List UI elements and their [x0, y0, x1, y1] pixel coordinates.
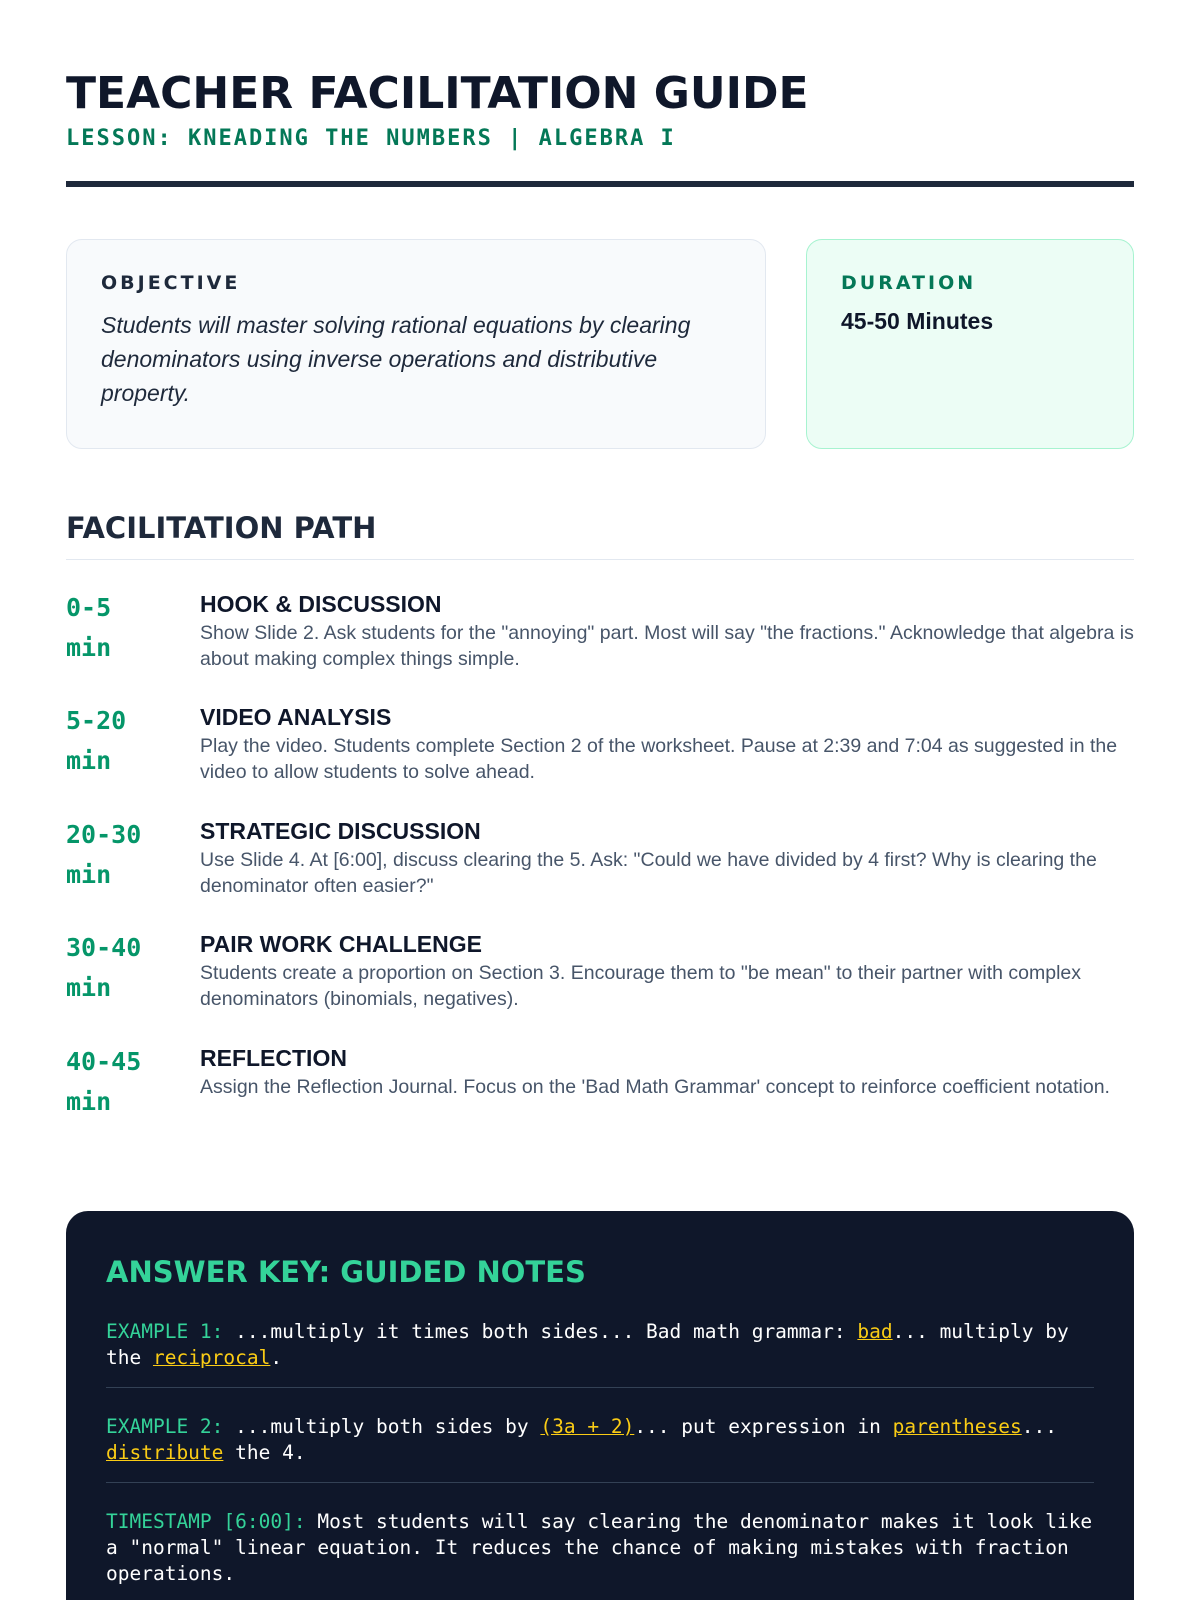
step-time-unit: min: [66, 632, 112, 662]
objective-text: Students will master solving rational equations by clearing denominators using inverse operations and distributive property.: [101, 311, 691, 406]
lesson-subtitle: LESSON: KNEADING THE NUMBERS | ALGEBRA I: [66, 126, 676, 152]
facilitation-timeline: [66, 590, 1134, 1158]
note-text: ...multiply it times both sides... Bad math grammar:: [223, 1320, 858, 1344]
page-title: TEACHER FACILITATION GUIDE: [66, 68, 809, 119]
step-time: [66, 1042, 200, 1122]
step-time: [66, 588, 200, 668]
step-time-range: 30-40: [66, 933, 142, 963]
step-time-range: 0-5: [66, 592, 112, 622]
answer-highlight: parentheses: [892, 1415, 1022, 1439]
step-description: Students create a proportion on Section 3. Encourage them to "be mean" to their partner with complex denominators (binomials, negatives).: [200, 962, 1082, 1011]
objective-card: [66, 239, 766, 449]
step-description: Show Slide 2. Ask students for the "annoying" part. Most will say "the fractions." Acknowledge that algebra is about making complex things simple.: [200, 621, 1134, 670]
step-description: Use Slide 4. At [6:00], discuss clearing the 5. Ask: "Could we have divided by 4 first? Why is clearing the denominator often easier?": [200, 848, 1097, 897]
note-label: EXAMPLE 1:: [106, 1320, 224, 1344]
note-text: ... multiply by the: [106, 1320, 1069, 1370]
answer-key-panel: [66, 1211, 1134, 1600]
step-time: [66, 815, 200, 895]
duration-card: [806, 239, 1134, 449]
header-divider: [66, 181, 1134, 187]
duration-label: DURATION: [841, 271, 977, 294]
step-description: Play the video. Students complete Section 2 of the worksheet. Pause at 2:39 and 7:04 as suggested in the video to allow students to solve ahead.: [200, 735, 1118, 784]
answer-highlight: distribute: [106, 1441, 224, 1465]
step-body: [200, 930, 1134, 1012]
note-label: TIMESTAMP [6:00]:: [106, 1510, 306, 1534]
answer-note-example-2: [106, 1387, 1094, 1482]
note-text: .: [270, 1346, 283, 1370]
step-time-unit: min: [66, 859, 112, 889]
timeline-step: [66, 703, 1134, 817]
timeline-step: [66, 817, 1134, 931]
timeline-step: [66, 590, 1134, 704]
timeline-step: [66, 1044, 1134, 1158]
step-title: VIDEO ANALYSIS: [200, 704, 392, 731]
note-label: EXAMPLE 2:: [106, 1415, 224, 1439]
step-time: [66, 928, 200, 1008]
info-cards: [66, 239, 1134, 449]
step-body: [200, 817, 1134, 899]
note-text: ... put expression in: [634, 1415, 893, 1439]
step-body: [200, 703, 1134, 785]
answer-key-title: ANSWER KEY: GUIDED NOTES: [106, 1255, 586, 1290]
answer-note-timestamp: [106, 1482, 1094, 1600]
timeline-step: [66, 930, 1134, 1044]
step-time-unit: min: [66, 973, 112, 1003]
step-time-range: 20-30: [66, 819, 142, 849]
step-time-unit: min: [66, 746, 112, 776]
note-text: ...: [1021, 1415, 1057, 1439]
facilitation-path-title: FACILITATION PATH: [66, 511, 1134, 560]
step-title: HOOK & DISCUSSION: [200, 590, 442, 617]
answer-highlight: bad: [857, 1320, 893, 1344]
step-title: STRATEGIC DISCUSSION: [200, 817, 481, 844]
step-title: PAIR WORK CHALLENGE: [200, 931, 482, 958]
step-description: Assign the Reflection Journal. Focus on the 'Bad Math Grammar' concept to reinforce coefficient notation.: [200, 1075, 1110, 1098]
step-time-range: 40-45: [66, 1046, 142, 1076]
step-body: [200, 1044, 1134, 1100]
answer-highlight: reciprocal: [152, 1346, 271, 1370]
note-text: ...multiply both sides by: [223, 1415, 541, 1439]
step-time: [66, 701, 200, 781]
objective-label: OBJECTIVE: [101, 271, 241, 294]
note-text: Most students will say clearing the denominator makes it look like a "normal" linear equation. It reduces the chance of making mistakes with fraction operations.: [106, 1510, 1093, 1586]
answer-note-example-1: [106, 1319, 1094, 1387]
step-body: [200, 590, 1134, 672]
step-time-unit: min: [66, 1086, 112, 1116]
step-title: REFLECTION: [200, 1044, 347, 1071]
duration-value: 45-50 Minutes: [841, 307, 994, 334]
answer-highlight: (3a + 2): [540, 1415, 635, 1439]
note-text: the 4.: [223, 1441, 306, 1465]
step-time-range: 5-20: [66, 706, 127, 736]
